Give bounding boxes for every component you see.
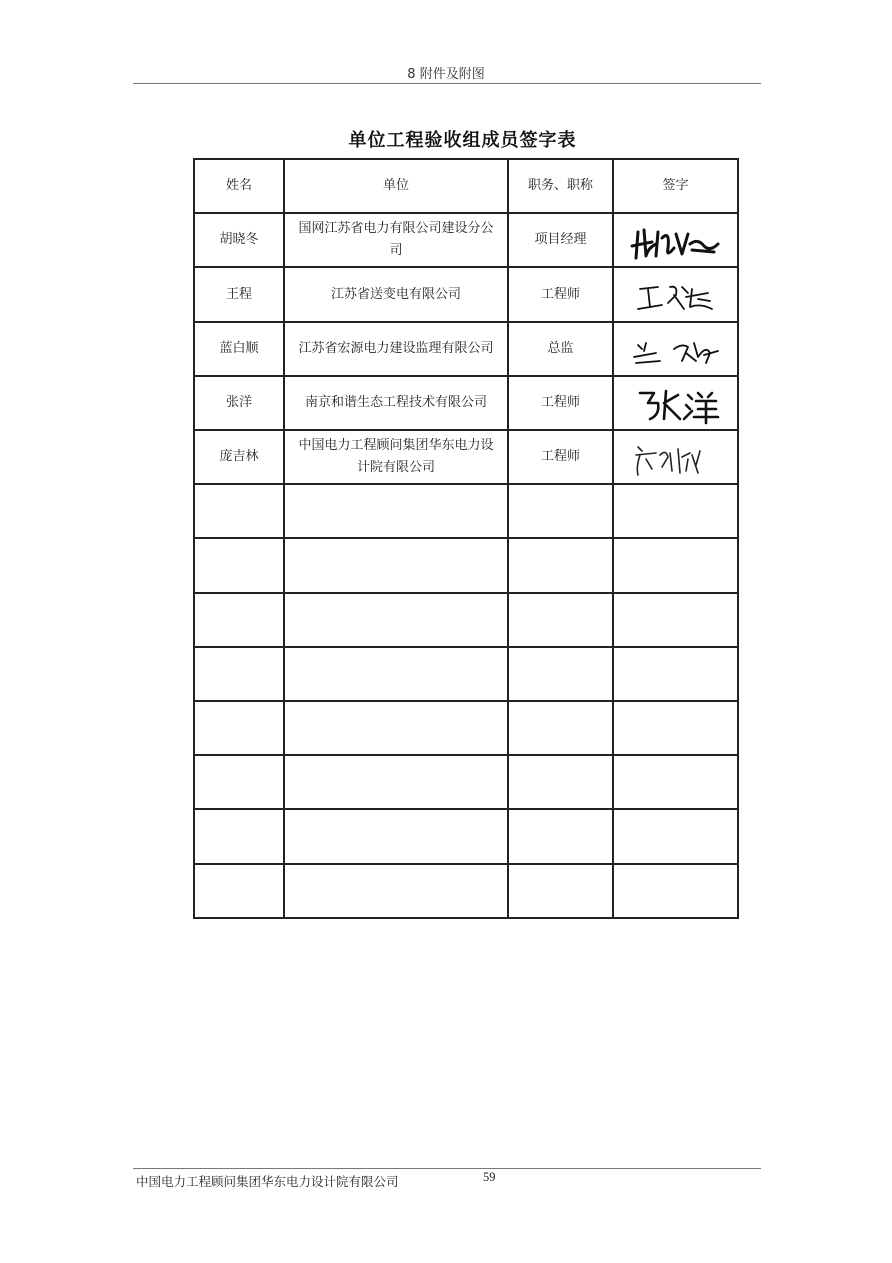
cell-empty <box>508 647 613 701</box>
cell-position: 总监 <box>508 322 613 376</box>
table-row-empty <box>194 593 738 647</box>
cell-signature <box>613 213 738 267</box>
cell-empty <box>194 809 284 863</box>
column-header-position: 职务、职称 <box>508 159 613 213</box>
cell-name: 王程 <box>194 267 284 321</box>
cell-empty <box>194 864 284 918</box>
cell-position: 工程师 <box>508 376 613 430</box>
table-row-empty <box>194 755 738 809</box>
table-row <box>194 322 738 376</box>
table-row-empty <box>194 701 738 755</box>
cell-empty <box>508 593 613 647</box>
cell-name: 蓝白顺 <box>194 322 284 376</box>
cell-empty <box>194 484 284 538</box>
cell-position: 工程师 <box>508 430 613 484</box>
page-number: 59 <box>483 1170 496 1184</box>
cell-empty <box>284 701 508 755</box>
cell-position: 工程师 <box>508 267 613 321</box>
cell-name: 胡晓冬 <box>194 213 284 267</box>
cell-empty <box>194 755 284 809</box>
signature-table <box>193 158 739 919</box>
cell-empty <box>508 484 613 538</box>
table-row-empty <box>194 864 738 918</box>
cell-empty <box>284 647 508 701</box>
table-row-empty <box>194 809 738 863</box>
column-header-name: 姓名 <box>194 159 284 213</box>
cell-empty <box>284 593 508 647</box>
cell-empty <box>194 701 284 755</box>
cell-empty <box>508 864 613 918</box>
cell-empty <box>613 484 738 538</box>
cell-empty <box>613 647 738 701</box>
cell-empty <box>613 755 738 809</box>
document-title: 单位工程验收组成员签字表 <box>348 130 577 151</box>
table-row <box>194 430 738 484</box>
cell-empty <box>194 538 284 592</box>
cell-empty <box>613 701 738 755</box>
cell-unit: 国网江苏省电力有限公司建设分公司 <box>284 213 508 267</box>
cell-empty <box>508 755 613 809</box>
cell-empty <box>508 701 613 755</box>
cell-empty <box>284 755 508 809</box>
table-row-empty <box>194 484 738 538</box>
cell-signature <box>613 322 738 376</box>
signature-image <box>626 381 726 425</box>
cell-unit: 江苏省宏源电力建设监理有限公司 <box>284 322 508 376</box>
signature-image <box>626 273 726 317</box>
cell-empty <box>613 538 738 592</box>
column-header-signature: 签字 <box>613 159 738 213</box>
footer-divider <box>133 1168 761 1169</box>
signature-image <box>626 218 726 262</box>
cell-signature <box>613 430 738 484</box>
cell-name: 庞吉林 <box>194 430 284 484</box>
cell-empty <box>284 864 508 918</box>
footer-company: 中国电力工程顾问集团华东电力设计院有限公司 <box>136 1174 399 1189</box>
cell-name: 张洋 <box>194 376 284 430</box>
table-row <box>194 213 738 267</box>
cell-empty <box>194 593 284 647</box>
table-row <box>194 376 738 430</box>
cell-empty <box>284 538 508 592</box>
cell-signature <box>613 376 738 430</box>
cell-unit: 南京和谐生态工程技术有限公司 <box>284 376 508 430</box>
table-row-empty <box>194 647 738 701</box>
cell-position: 项目经理 <box>508 213 613 267</box>
cell-empty <box>508 538 613 592</box>
cell-signature <box>613 267 738 321</box>
cell-empty <box>613 864 738 918</box>
cell-empty <box>284 484 508 538</box>
cell-empty <box>194 647 284 701</box>
page-header: 8 附件及附图 <box>407 67 485 82</box>
cell-empty <box>508 809 613 863</box>
cell-empty <box>613 593 738 647</box>
cell-empty <box>613 809 738 863</box>
signature-image <box>626 435 726 479</box>
cell-unit: 江苏省送变电有限公司 <box>284 267 508 321</box>
signature-image <box>626 327 726 371</box>
cell-empty <box>284 809 508 863</box>
header-divider <box>133 83 761 84</box>
table-row-empty <box>194 538 738 592</box>
column-header-unit: 单位 <box>284 159 508 213</box>
table-header-row <box>194 159 738 213</box>
cell-unit: 中国电力工程顾问集团华东电力设计院有限公司 <box>284 430 508 484</box>
table-row <box>194 267 738 321</box>
